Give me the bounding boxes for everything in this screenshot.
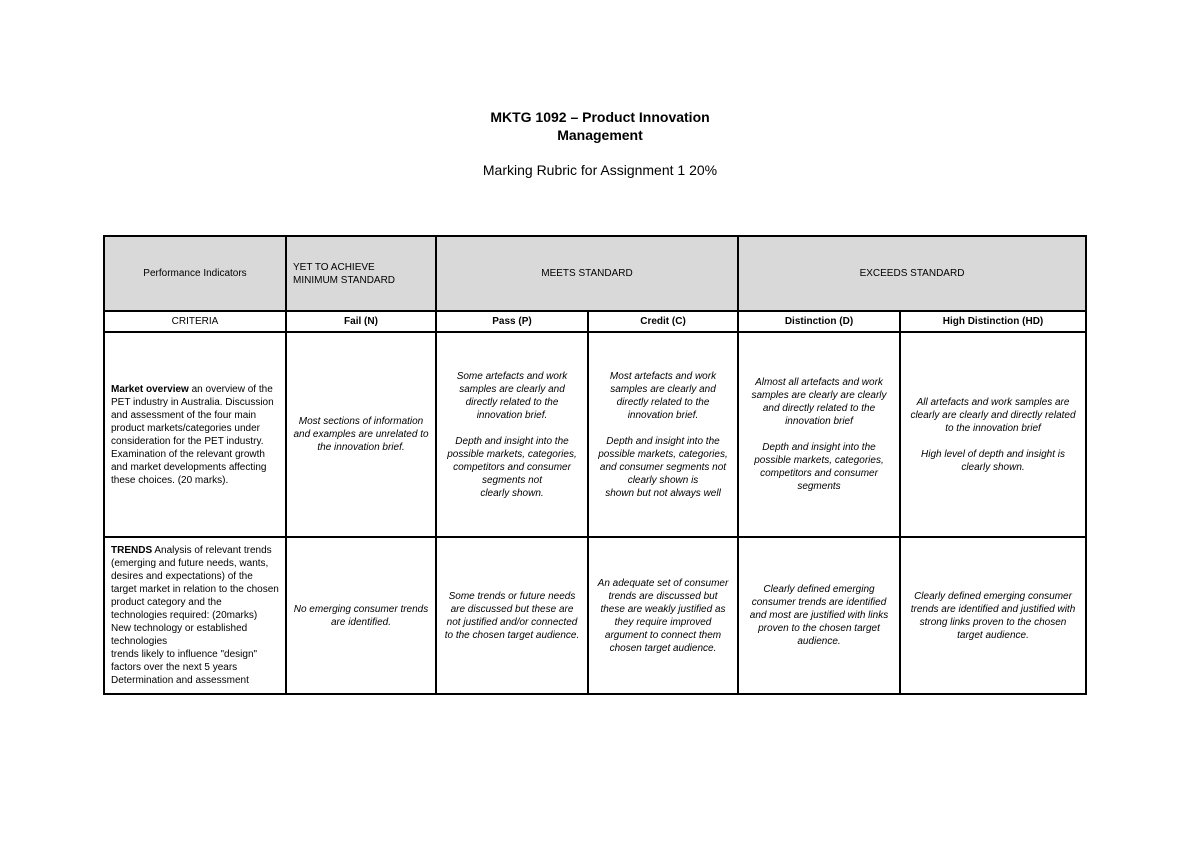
market-overview-pass-p1: Some artefacts and work samples are clearly and directly related to the innovation brief.: [456, 370, 568, 421]
exceeds-standard-header: EXCEEDS STANDARD: [738, 236, 1086, 311]
trends-credit: An adequate set of consumer trends are discussed but these are weakly justified as they require improved argument to connect them chosen target audience.: [588, 537, 738, 694]
market-overview-hd-p1: All artefacts and work samples are clearly are clearly and directly related to the innovation brief: [910, 396, 1076, 434]
grade-high-distinction: High Distinction (HD): [900, 311, 1086, 332]
title-line-1: MKTG 1092 – Product Innovation: [490, 109, 710, 125]
market-overview-pass-p2: Depth and insight into the possible markets, categories, competitors and consumer segments not: [447, 435, 577, 486]
table-row-trends: [104, 537, 1086, 694]
yet-to-achieve-header: [286, 236, 436, 311]
criteria-row: [104, 311, 1086, 332]
market-overview-distinction: [738, 332, 900, 537]
marking-rubric-table: [103, 235, 1087, 695]
title-line-2: Management: [557, 127, 643, 143]
grade-credit: Credit (C): [588, 311, 738, 332]
performance-indicators-header: Performance Indicators: [104, 236, 286, 311]
market-overview-credit-p1: Most artefacts and work samples are clearly and directly related to the innovation brief.: [609, 370, 717, 421]
market-overview-fail: Most sections of information and examples are unrelated to the innovation brief.: [286, 332, 436, 537]
market-overview-credit-p2: Depth and insight into the possible markets, categories, and consumer segments not clearly shown is: [598, 435, 728, 486]
document-header: [0, 108, 1200, 179]
criteria-label: CRITERIA: [104, 311, 286, 332]
trends-label: TRENDS: [111, 545, 153, 556]
meets-standard-header: MEETS STANDARD: [436, 236, 738, 311]
market-overview-high-distinction: [900, 332, 1086, 537]
trends-description-2: New technology or established technologies: [111, 623, 248, 647]
market-overview-description: an overview of the PET industry in Australia. Discussion and assessment of the four main product markets/categories under consideration for the PET industry. Examination of the relevant growth and market developments affecting these choices. (20 marks).: [111, 383, 274, 486]
market-overview-label: Market overview: [111, 383, 189, 395]
grade-fail: Fail (N): [286, 311, 436, 332]
market-overview-distinction-p1: Almost all artefacts and work samples are clearly are clearly and directly related to the innovation brief: [751, 377, 887, 427]
document-subtitle: Marking Rubric for Assignment 1 20%: [482, 162, 718, 178]
trends-distinction: Clearly defined emerging consumer trends are identified and most are justified with links proven to the chosen target audience.: [738, 537, 900, 694]
market-overview-credit-p3: shown but not always well: [605, 487, 721, 499]
grade-distinction: Distinction (D): [738, 311, 900, 332]
trends-description-3: trends likely to influence "design" factors over the next 5 years: [111, 649, 258, 673]
yet-to-achieve-line-2: MINIMUM STANDARD: [293, 274, 396, 286]
trends-criterion: [104, 537, 286, 694]
market-overview-pass: [436, 332, 588, 537]
table-row-market-overview: [104, 332, 1086, 537]
grade-pass: Pass (P): [436, 311, 588, 332]
document-title: [0, 108, 1200, 144]
market-overview-criterion: [104, 332, 286, 537]
yet-to-achieve-line-1: YET TO ACHIEVE: [293, 261, 375, 273]
trends-fail: No emerging consumer trends are identified.: [286, 537, 436, 694]
market-overview-credit: [588, 332, 738, 537]
market-overview-hd-p2: High level of depth and insight is clearly shown.: [921, 448, 1065, 473]
table-header-row: [104, 236, 1086, 311]
trends-high-distinction: Clearly defined emerging consumer trends are identified and justified with strong links proven to the chosen target audience.: [900, 537, 1086, 694]
trends-description-4: Determination and assessment: [111, 675, 249, 686]
market-overview-pass-p3: clearly shown.: [480, 487, 544, 499]
trends-description: Analysis of relevant trends (emerging and future needs, wants, desires and expectations) of the target market in relation to the chosen product category and the technologies required: (20marks): [111, 545, 279, 621]
market-overview-distinction-p2: Depth and insight into the possible markets, categories, competitors and consumer segments: [754, 442, 884, 492]
trends-pass: Some trends or future needs are discussed but these are not justified and/or connected to the chosen target audience.: [436, 537, 588, 694]
